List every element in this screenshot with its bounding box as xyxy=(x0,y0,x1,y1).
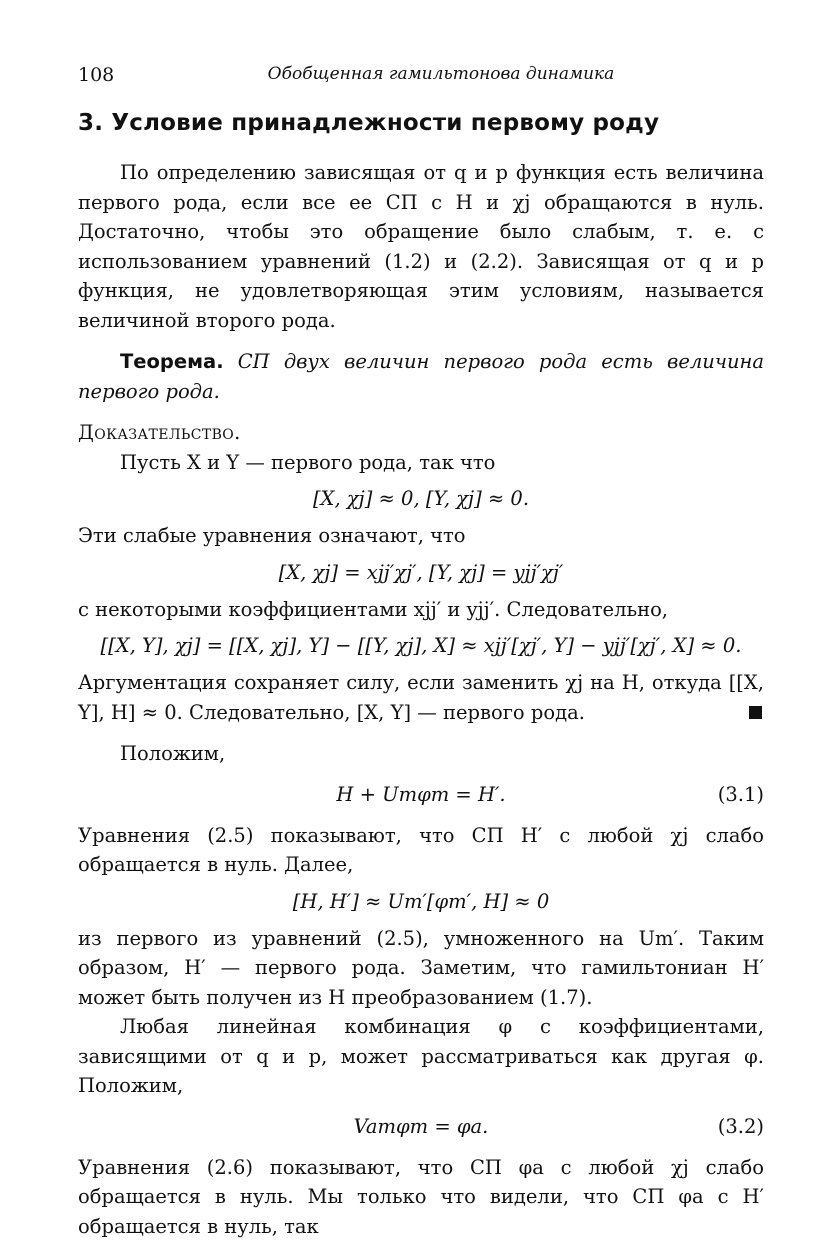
proof-label-text: Доказательство. xyxy=(78,421,241,444)
section-title: 3. Условие принадлежности первому роду xyxy=(78,110,764,136)
paragraph-definition: По определению зависящая от q и p функция есть величина первого рода, если все ее СП с H и χj обращаются в нуль. Достаточно, чтобы это обращение было слабым, т. е. с использованием уравнений (1.2) и (2.2). Зависящая от q и p функция, не удовлетворяющая этим условиям, называется величиной второго рода. xyxy=(78,158,764,335)
equation-weak-zero: [X, χj] ≈ 0, [Y, χj] ≈ 0. xyxy=(78,477,764,521)
paragraph-consequently: с некоторыми коэффициентами xjj′ и yjj′. Следовательно, xyxy=(78,595,764,625)
paragraph-first-class: из первого из уравнений (2.5), умноженного на Um′. Таким образом, H′ — первого рода. Заметим, что гамильтониан H′ может быть получен из H преобразованием (1.7). xyxy=(78,924,764,1013)
paragraph-weak-equations: Эти слабые уравнения означают, что xyxy=(78,521,764,551)
equation-3-2 xyxy=(78,1101,764,1153)
theorem xyxy=(78,347,764,406)
equation-jacobi: [[X, Y], χj] = [[X, χj], Y] − [[Y, χj], X] ≈ xjj′[χj′, Y] − yjj′[χj′, X] ≈ 0. xyxy=(78,624,764,668)
page xyxy=(78,60,764,1241)
running-head xyxy=(78,60,764,90)
theorem-text: СП двух величин первого рода есть величина первого рода. xyxy=(78,350,764,403)
equation-h-hprime: [H, H′] ≈ Um′[φm′, H] ≈ 0 xyxy=(78,880,764,924)
paragraph-let: Пусть X и Y — первого рода, так что xyxy=(78,448,764,478)
theorem-label: Теорема. xyxy=(120,350,224,373)
equation-3-1-number: (3.1) xyxy=(718,769,764,821)
page-number: 108 xyxy=(78,64,114,86)
equation-3-2-body: Vamφm = φa. xyxy=(354,1115,489,1138)
paragraph-argument-text: Аргументация сохраняет силу, если заменить χj на H, откуда [[X, Y], H] ≈ 0. Следовательно, [X, Y] — первого рода. xyxy=(78,671,764,724)
paragraph-argument xyxy=(78,668,764,727)
paragraph-linear-combination: Любая линейная комбинация φ с коэффициентами, зависящими от q и p, может рассматриваться как другая φ. Положим, xyxy=(78,1012,764,1101)
equation-3-2-number: (3.2) xyxy=(718,1101,764,1153)
qed-square-icon xyxy=(749,706,762,719)
proof-label xyxy=(78,418,764,448)
running-title: Обобщенная гамильтонова динамика xyxy=(78,64,764,84)
equation-3-1-body: H + Umφm = H′. xyxy=(336,783,505,806)
paragraph-equations-2-5: Уравнения (2.5) показывают, что СП H′ с любой χj слабо обращается в нуль. Далее, xyxy=(78,821,764,880)
paragraph-equations-2-6: Уравнения (2.6) показывают, что СП φa с любой χj слабо обращается в нуль. Мы только что видели, что СП φa с H′ обращается в нуль, так xyxy=(78,1153,764,1241)
equation-coefficients: [X, χj] = xjj′χj′, [Y, χj] = yjj′χj′ xyxy=(78,551,764,595)
equation-3-1 xyxy=(78,769,764,821)
paragraph-put: Положим, xyxy=(78,739,764,769)
